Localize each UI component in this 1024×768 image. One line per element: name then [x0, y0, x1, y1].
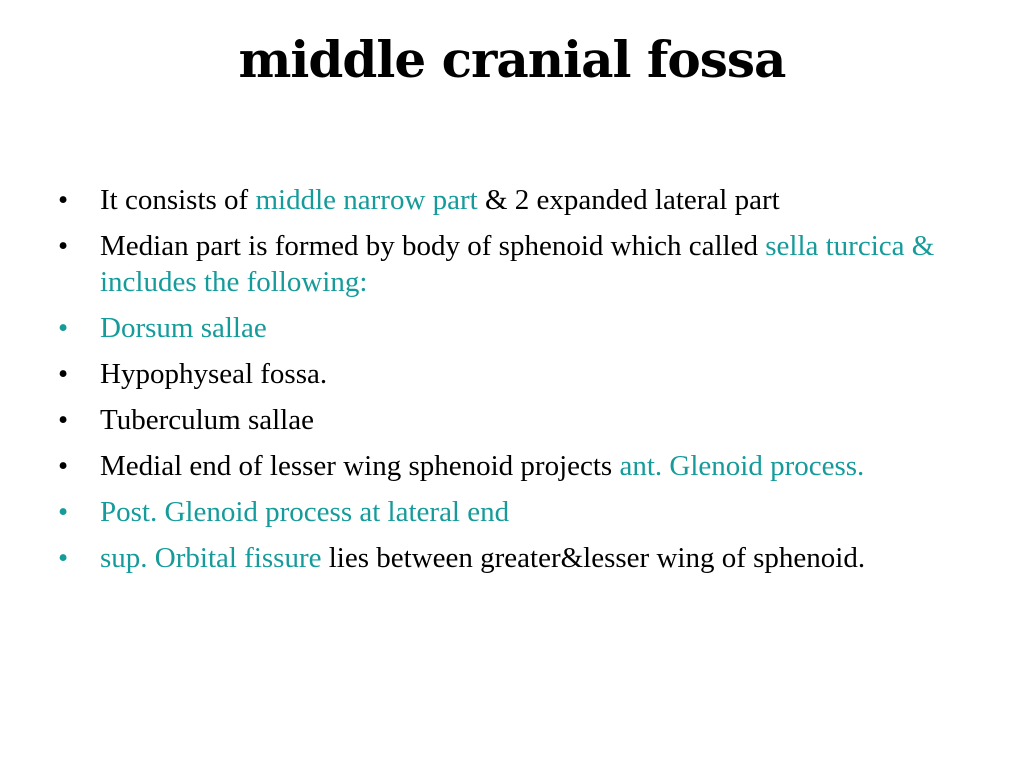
bullet-dot: •	[58, 496, 69, 528]
bullet-text-segment: Hypophyseal fossa.	[100, 358, 328, 390]
slide-title: middle cranial fossa	[238, 30, 786, 89]
bullet-highlight-segment: Post. Glenoid process at lateral end	[100, 496, 510, 528]
bullet-highlight-segment: ant. Glenoid process.	[619, 450, 865, 482]
bullet-text-segment: Tuberculum sallae	[100, 404, 314, 436]
bullet-item	[58, 402, 958, 438]
bullet-item	[58, 310, 958, 346]
bullet-text-segment: Medial end of lesser wing sphenoid projects	[100, 450, 620, 482]
bullet-item	[58, 540, 958, 576]
bullet-dot: •	[58, 404, 69, 436]
bullet-item	[58, 494, 958, 530]
bullet-dot: •	[58, 542, 69, 574]
bullet-list	[58, 182, 958, 586]
bullet-text-segment: & 2 expanded lateral part	[477, 184, 780, 216]
bullet-item	[58, 356, 958, 392]
bullet-highlight-segment: sella turcica & includes the following:	[100, 230, 935, 298]
bullet-highlight-segment: middle narrow part	[255, 184, 478, 216]
bullet-dot: •	[58, 358, 69, 390]
bullet-text-segment: It consists of	[100, 184, 256, 216]
bullet-text-segment: lies between greater&lesser wing of sphenoid.	[321, 542, 866, 574]
bullet-highlight-segment: sup. Orbital fissure	[100, 542, 322, 574]
bullet-item	[58, 448, 958, 484]
bullet-dot: •	[58, 312, 69, 344]
bullet-dot: •	[58, 230, 69, 262]
bullet-text-segment: Median part is formed by body of sphenoid which called	[100, 230, 766, 262]
bullet-dot: •	[58, 184, 69, 216]
bullet-item	[58, 182, 958, 218]
bullet-dot: •	[58, 450, 69, 482]
bullet-item	[58, 228, 958, 300]
bullet-highlight-segment: Dorsum sallae	[100, 312, 267, 344]
